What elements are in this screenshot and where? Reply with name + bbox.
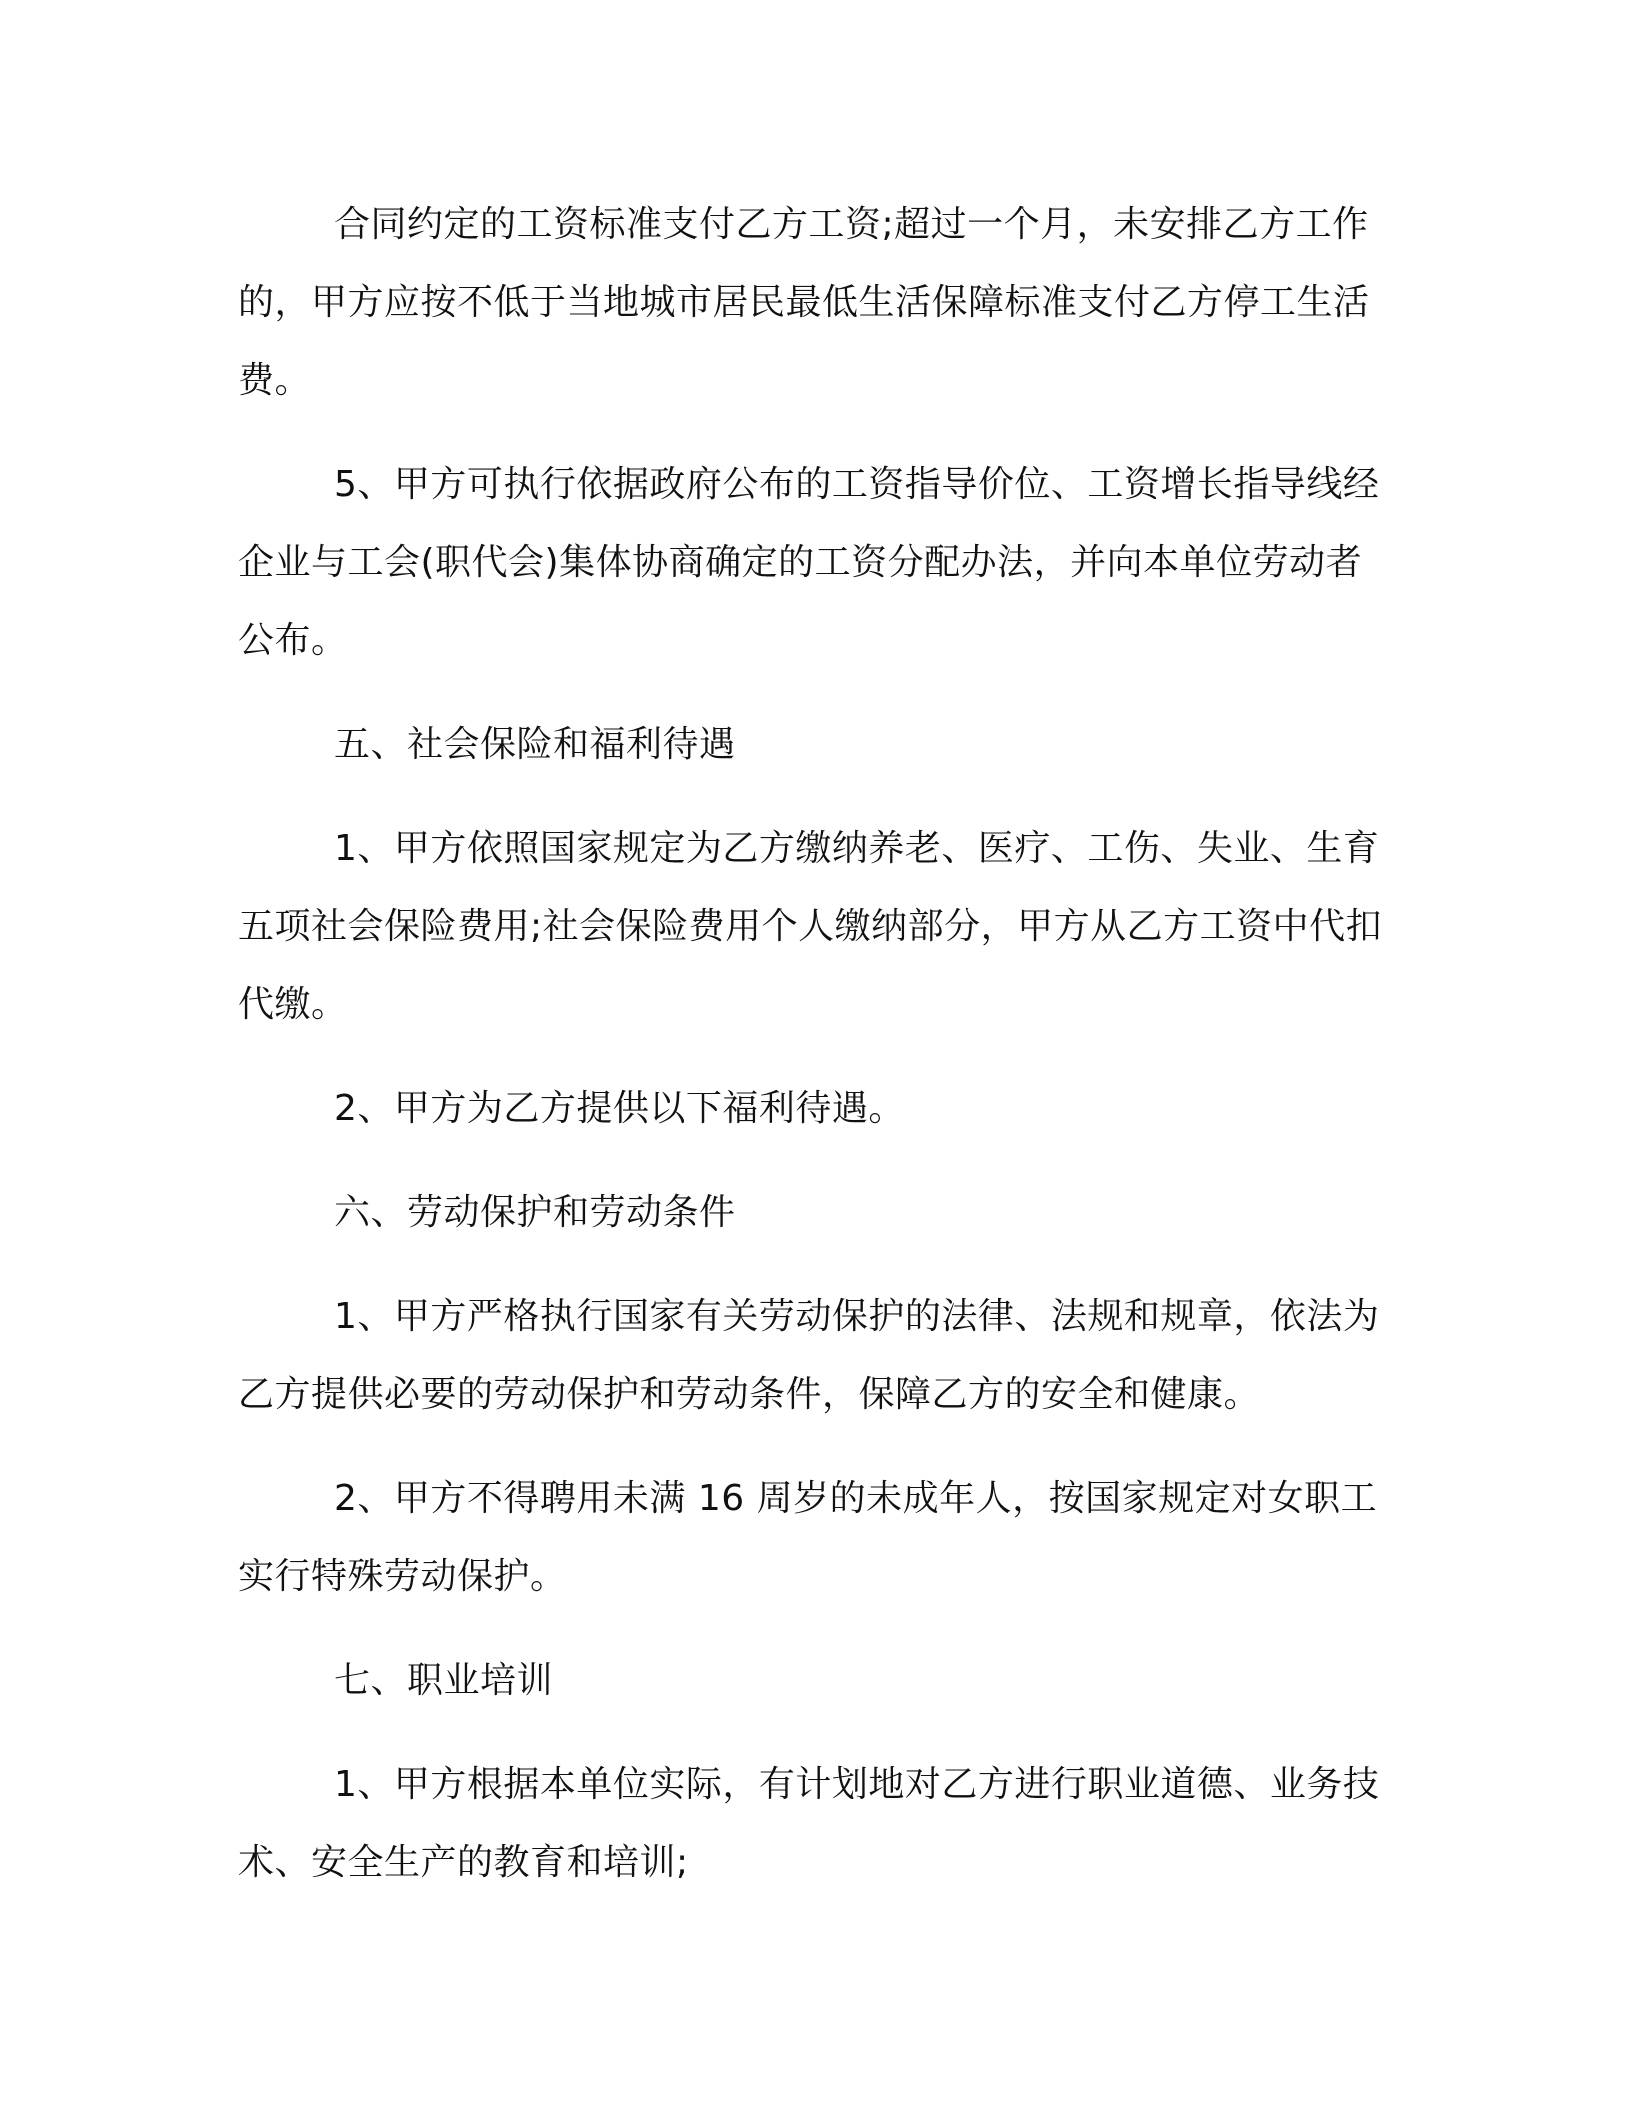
paragraph-welfare-benefits: 2、甲方为乙方提供以下福利待遇。 bbox=[334, 1088, 905, 1129]
section-heading-labor-protection: 六、劳动保护和劳动条件 bbox=[334, 1192, 736, 1233]
section-heading-vocational-training: 七、职业培训 bbox=[334, 1660, 554, 1701]
paragraph-minor-employment: 2、甲方不得聘用未满 16 周岁的未成年人，按国家规定对女职工实行特殊劳动保护。 bbox=[238, 1478, 1378, 1597]
paragraph-labor-protection-law: 1、甲方严格执行国家有关劳动保护的法律、法规和规章，依法为乙方提供必要的劳动保护和劳动条件，保障乙方的安全和健康。 bbox=[238, 1296, 1380, 1415]
document-body bbox=[238, 186, 1384, 1928]
paragraph-wage-guidance: 5、甲方可执行依据政府公布的工资指导价位、工资增长指导线经企业与工会(职代会)集体协商确定的工资分配办法，并向本单位劳动者公布。 bbox=[238, 464, 1380, 661]
paragraph-social-insurance-contributions: 1、甲方依照国家规定为乙方缴纳养老、医疗、工伤、失业、生育五项社会保险费用;社会保险费用个人缴纳部分，甲方从乙方工资中代扣代缴。 bbox=[238, 828, 1383, 1025]
section-heading-social-insurance: 五、社会保险和福利待遇 bbox=[334, 724, 736, 765]
paragraph-training-plan: 1、甲方根据本单位实际，有计划地对乙方进行职业道德、业务技术、安全生产的教育和培训; bbox=[238, 1764, 1380, 1883]
paragraph-wage-suspension: 合同约定的工资标准支付乙方工资;超过一个月，未安排乙方工作的，甲方应按不低于当地城市居民最低生活保障标准支付乙方停工生活费。 bbox=[238, 204, 1370, 401]
